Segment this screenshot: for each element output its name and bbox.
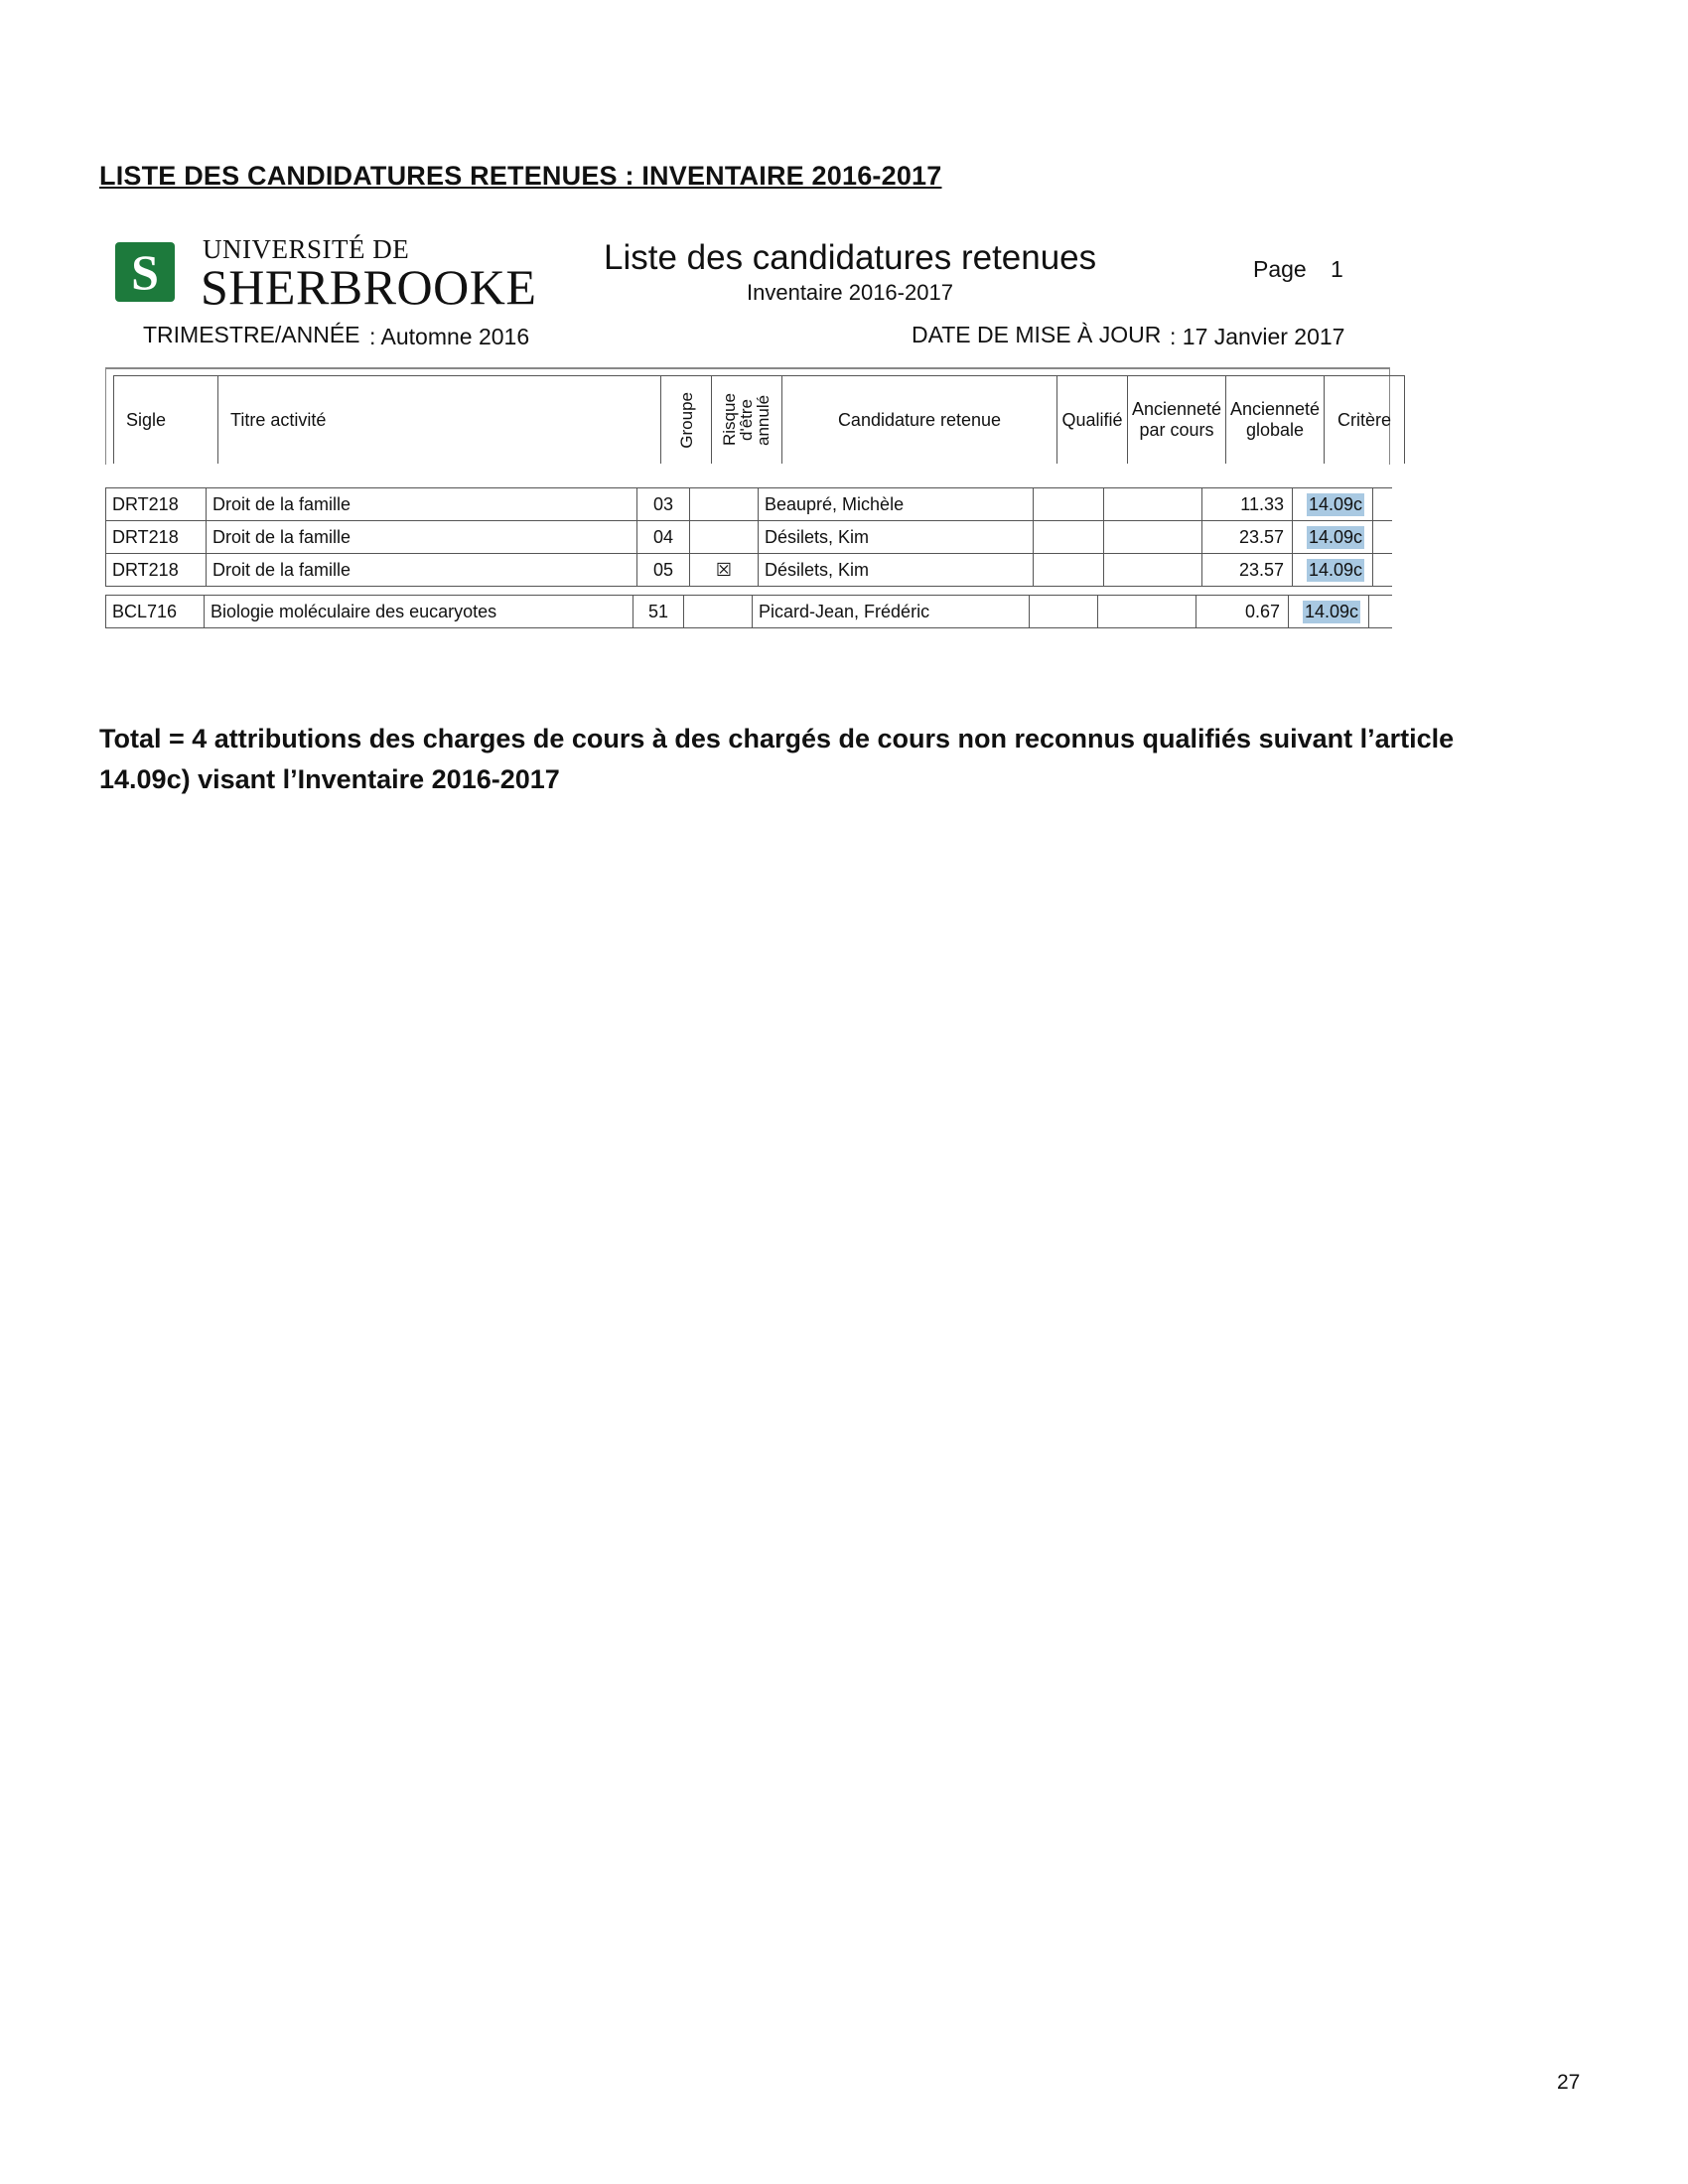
university-name-line2: SHERBROOKE [201, 259, 537, 315]
col-header-groupe: Groupe [660, 376, 711, 464]
cell-qualifie [1033, 488, 1103, 520]
cell-risque [689, 488, 758, 520]
cell-candidature: Désilets, Kim [758, 554, 1033, 586]
term-value: : Automne 2016 [369, 324, 530, 349]
page-number: 1 [1331, 256, 1343, 282]
cell-critere [1288, 596, 1369, 627]
page-label: Page [1253, 256, 1307, 282]
criteria-highlight: 14.09c [1308, 526, 1362, 547]
cell-titre: Droit de la famille [206, 488, 636, 520]
cell-qualifie [1029, 596, 1097, 627]
cell-titre: Droit de la famille [206, 554, 636, 586]
cell-anciennete-cours [1103, 554, 1201, 586]
cell-anciennete-cours [1103, 488, 1201, 520]
table-header [113, 375, 1405, 464]
col-header-critere: Critère [1324, 376, 1405, 464]
cell-titre: Droit de la famille [206, 521, 636, 553]
cell-anciennete-globale: 23.57 [1201, 521, 1292, 553]
col-header-sigle: Sigle [113, 376, 217, 464]
page-footer-number: 27 [1557, 2071, 1581, 2094]
cell-titre: Biologie moléculaire des eucaryotes [204, 596, 633, 627]
cell-qualifie [1033, 554, 1103, 586]
cell-qualifie [1033, 521, 1103, 553]
cell-candidature: Beaupré, Michèle [758, 488, 1033, 520]
criteria-highlight: 14.09c [1308, 559, 1362, 580]
criteria-highlight: 14.09c [1304, 601, 1358, 621]
total-summary: Total = 4 attributions des charges de cours à des chargés de cours non reconnus qualifiés suivant l’article 14.09c) visant l’Inventaire 2016-2017 [99, 724, 1455, 794]
cell-sigle: DRT218 [105, 488, 206, 520]
cell-critere [1292, 554, 1373, 586]
report-subtitle: Inventaire 2016-2017 [747, 280, 953, 305]
col-header-risque: Risque d'être annulé [711, 376, 781, 464]
cell-groupe: 04 [636, 521, 689, 553]
cell-anciennete-globale: 23.57 [1201, 554, 1292, 586]
col-header-candidature: Candidature retenue [781, 376, 1056, 464]
cell-groupe: 03 [636, 488, 689, 520]
update-date-value: : 17 Janvier 2017 [1170, 324, 1345, 349]
cell-risque [683, 596, 752, 627]
table-body [105, 488, 1392, 628]
university-name-line1: UNIVERSITÉ DE [203, 234, 410, 264]
cell-anciennete-cours [1097, 596, 1196, 627]
col-header-qualifie: Qualifié [1056, 376, 1127, 464]
table-row [105, 520, 1392, 554]
term-label: TRIMESTRE/ANNÉE [143, 322, 360, 347]
col-header-anciennete-globale: Ancienneté globale [1225, 376, 1324, 464]
checkbox-cancel-risk-icon: ☒ [689, 554, 758, 586]
cell-groupe: 51 [633, 596, 683, 627]
cell-candidature: Désilets, Kim [758, 521, 1033, 553]
criteria-highlight: 14.09c [1308, 493, 1362, 514]
scanned-report [99, 226, 1400, 643]
table-row [105, 487, 1392, 521]
table-row [105, 553, 1392, 587]
cell-sigle: DRT218 [105, 554, 206, 586]
cell-risque [689, 521, 758, 553]
cell-groupe: 05 [636, 554, 689, 586]
table-row [105, 595, 1392, 628]
cell-anciennete-globale: 11.33 [1201, 488, 1292, 520]
document-heading: LISTE DES CANDIDATURES RETENUES : INVENTAIRE 2016-2017 [99, 161, 942, 191]
cell-candidature: Picard-Jean, Frédéric [752, 596, 1029, 627]
cell-anciennete-cours [1103, 521, 1201, 553]
logo-glyph: S [131, 244, 159, 300]
cell-sigle: BCL716 [105, 596, 204, 627]
cell-anciennete-globale: 0.67 [1196, 596, 1288, 627]
sherbrooke-s-logo-icon [115, 242, 175, 302]
cell-critere [1292, 488, 1373, 520]
col-header-anciennete-cours: Ancienneté par cours [1127, 376, 1225, 464]
col-header-titre: Titre activité [217, 376, 660, 464]
cell-critere [1292, 521, 1373, 553]
update-date-label: DATE DE MISE À JOUR [912, 322, 1162, 347]
report-title: Liste des candidatures retenues [604, 238, 1097, 277]
cell-sigle: DRT218 [105, 521, 206, 553]
